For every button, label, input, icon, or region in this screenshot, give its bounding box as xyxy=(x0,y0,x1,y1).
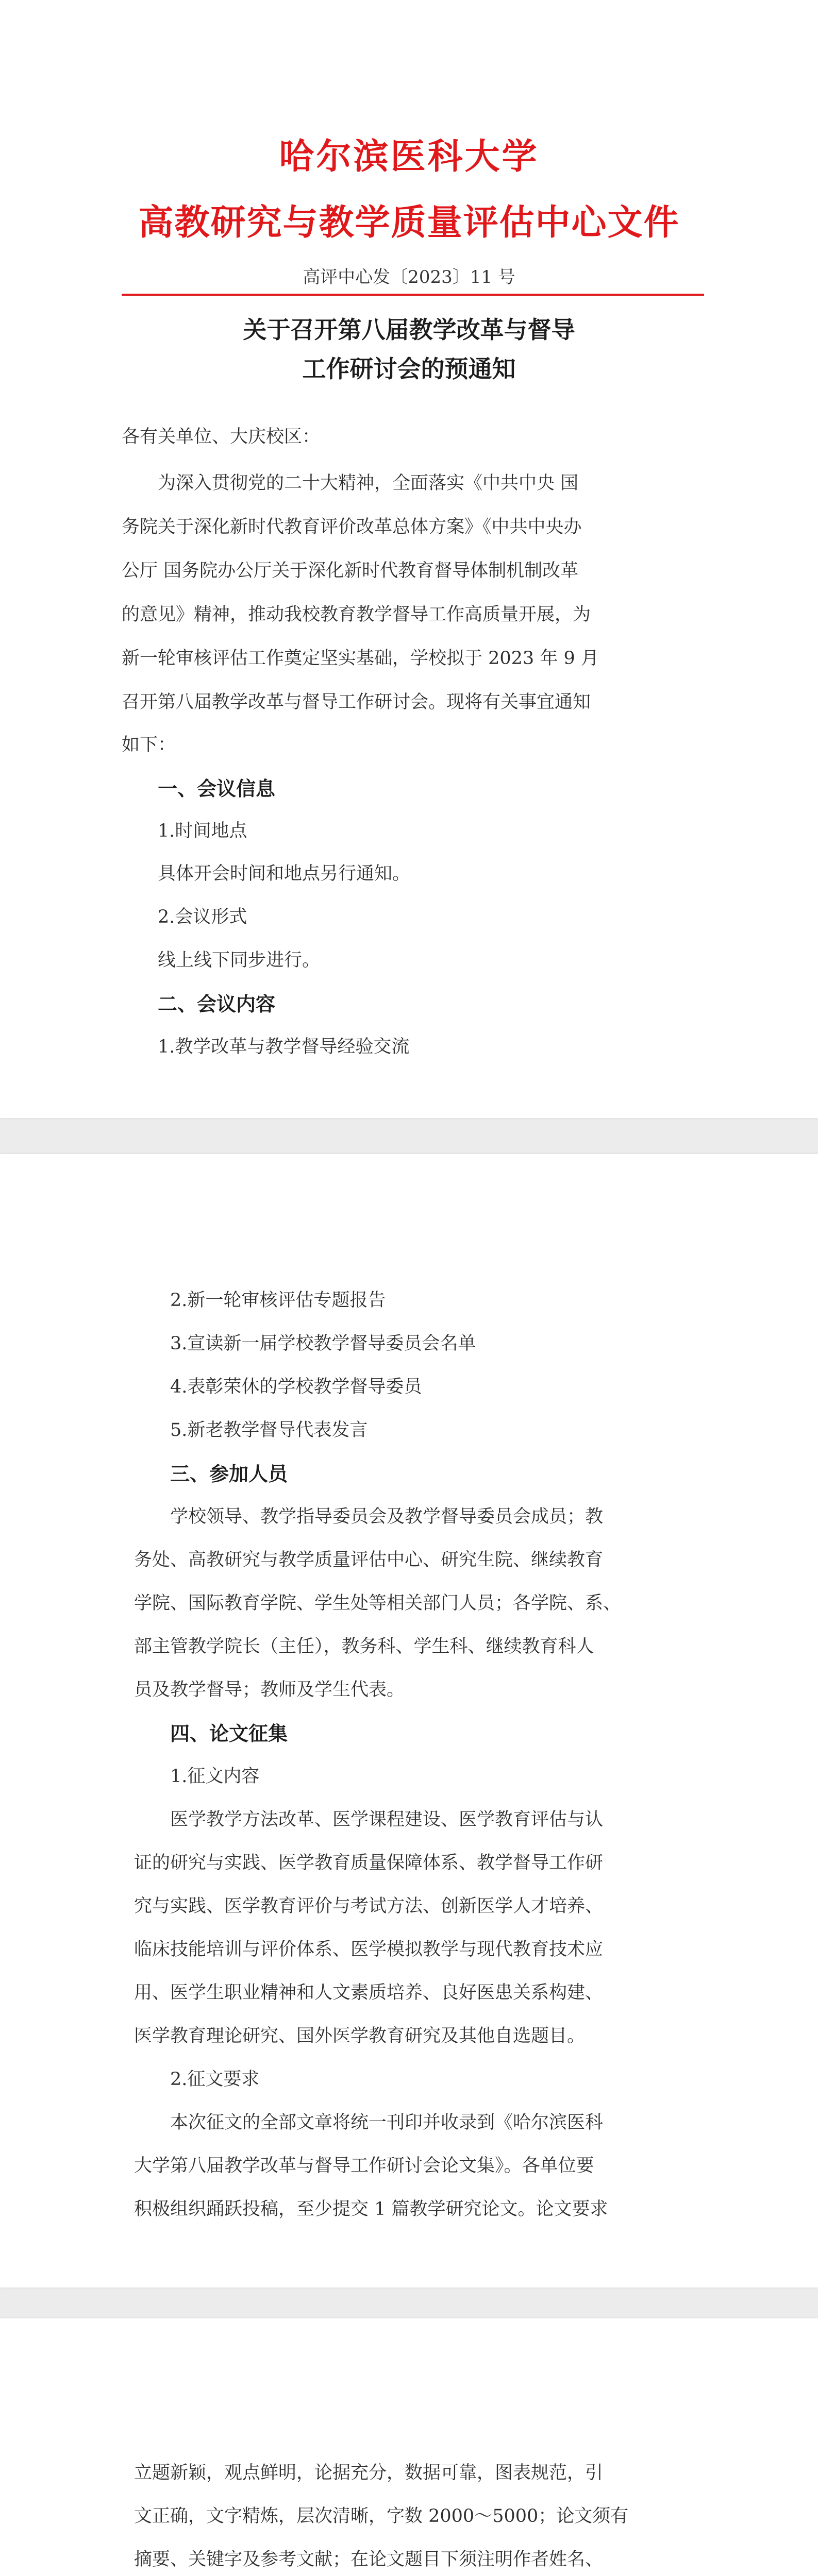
paragraph-line: 公厅 国务院办公厅关于深化新时代教育督导体制机制改革 xyxy=(122,561,579,581)
subheading-meeting-format: 2.会议形式 xyxy=(158,907,247,927)
red-divider xyxy=(122,294,704,296)
list-item: 1.教学改革与教学督导经验交流 xyxy=(158,1037,410,1057)
paragraph-line: 务院关于深化新时代教育评价改革总体方案》《中共中央办 xyxy=(122,517,582,537)
document-number: 高评中心发〔2023〕11 号 xyxy=(303,267,515,287)
section-heading-meeting-content: 二、会议内容 xyxy=(158,993,276,1015)
section-heading-papers: 四、论文征集 xyxy=(170,1722,288,1745)
university-name: 哈尔滨医科大学 xyxy=(279,137,539,177)
paragraph-line: 具体开会时间和地点另行通知。 xyxy=(158,863,411,884)
paragraph-line: 大学第八届教学改革与督导工作研讨会论文集》。各单位要 xyxy=(134,2156,594,2176)
paragraph-line: 员及教学督导；教师及学生代表。 xyxy=(134,1680,405,1700)
paragraph-line: 如下： xyxy=(122,735,176,755)
paragraph-line: 用、医学生职业精神和人文素质培养、良好医患关系构建、 xyxy=(134,1982,604,2003)
paragraph-line: 学校领导、教学指导委员会及教学督导委员会成员；教 xyxy=(170,1506,604,1527)
paragraph-line: 摘要、关键字及参考文献；在论文题目下须注明作者姓名、 xyxy=(134,2549,604,2570)
section-heading-participants: 三、参加人员 xyxy=(170,1463,288,1485)
paragraph-line: 医学教学方法改革、医学课程建设、医学教育评估与认 xyxy=(170,1809,604,1830)
page-1 xyxy=(0,0,818,1118)
paragraph-line: 务处、高教研究与教学质量评估中心、研究生院、继续教育 xyxy=(134,1550,604,1570)
paragraph-line: 证的研究与实践、医学教育质量保障体系、教学督导工作研 xyxy=(134,1853,604,1873)
salutation: 各有关单位、大庆校区： xyxy=(122,427,321,447)
notice-title-line-1: 关于召开第八届教学改革与督导 xyxy=(243,316,575,344)
section-heading-meeting-info: 一、会议信息 xyxy=(158,777,276,800)
paragraph-line: 文正确，文字精炼，层次清晰，字数 2000～5000；论文须有 xyxy=(134,2506,629,2527)
paragraph-line: 积极组织踊跃投稿，至少提交 1 篇教学研究论文。论文要求 xyxy=(134,2199,608,2219)
paragraph-line: 医学教育理论研究、国外医学教育研究及其他自选题目。 xyxy=(134,2026,586,2046)
paragraph-line: 新一轮审核评估工作奠定坚实基础，学校拟于 2023 年 9 月 xyxy=(122,648,599,669)
paragraph-line: 本次征文的全部文章将统一刊印并收录到《哈尔滨医科 xyxy=(170,2112,604,2133)
paragraph-line: 立题新颖，观点鲜明，论据充分，数据可靠，图表规范，引 xyxy=(134,2463,604,2483)
subheading-paper-content: 1.征文内容 xyxy=(170,1766,260,1787)
list-item: 2.新一轮审核评估专题报告 xyxy=(170,1290,386,1311)
paragraph-line: 临床技能培训与评价体系、医学模拟教学与现代教育技术应 xyxy=(134,1939,604,1960)
paragraph-line: 究与实践、医学教育评价与考试方法、创新医学人才培养、 xyxy=(134,1896,604,1917)
paragraph-line: 部主管教学院长（主任），教务科、学生科、继续教育科人 xyxy=(134,1636,594,1657)
paragraph-line: 为深入贯彻党的二十大精神，全面落实《中共中央 国 xyxy=(158,473,579,494)
notice-title-line-2: 工作研讨会的预通知 xyxy=(302,355,516,383)
list-item: 5.新老教学督导代表发言 xyxy=(170,1420,368,1440)
paragraph-line: 线上线下同步进行。 xyxy=(158,950,321,971)
list-item: 4.表彰荣休的学校教学督导委员 xyxy=(170,1377,422,1397)
page-3 xyxy=(0,2318,818,2576)
paragraph-line: 的意见》精神，推动我校教育教学督导工作高质量开展，为 xyxy=(122,604,591,625)
subheading-time-place: 1.时间地点 xyxy=(158,821,247,841)
paragraph-line: 学院、国际教育学院、学生处等相关部门人员；各学院、系、 xyxy=(134,1593,622,1614)
office-document-title: 高教研究与教学质量评估中心文件 xyxy=(138,202,680,243)
list-item: 3.宣读新一届学校教学督导委员会名单 xyxy=(170,1333,476,1354)
paragraph-line: 召开第八届教学改革与督导工作研讨会。现将有关事宜通知 xyxy=(122,692,591,713)
subheading-paper-requirements: 2.征文要求 xyxy=(170,2069,260,2090)
page-2 xyxy=(0,1154,818,2287)
